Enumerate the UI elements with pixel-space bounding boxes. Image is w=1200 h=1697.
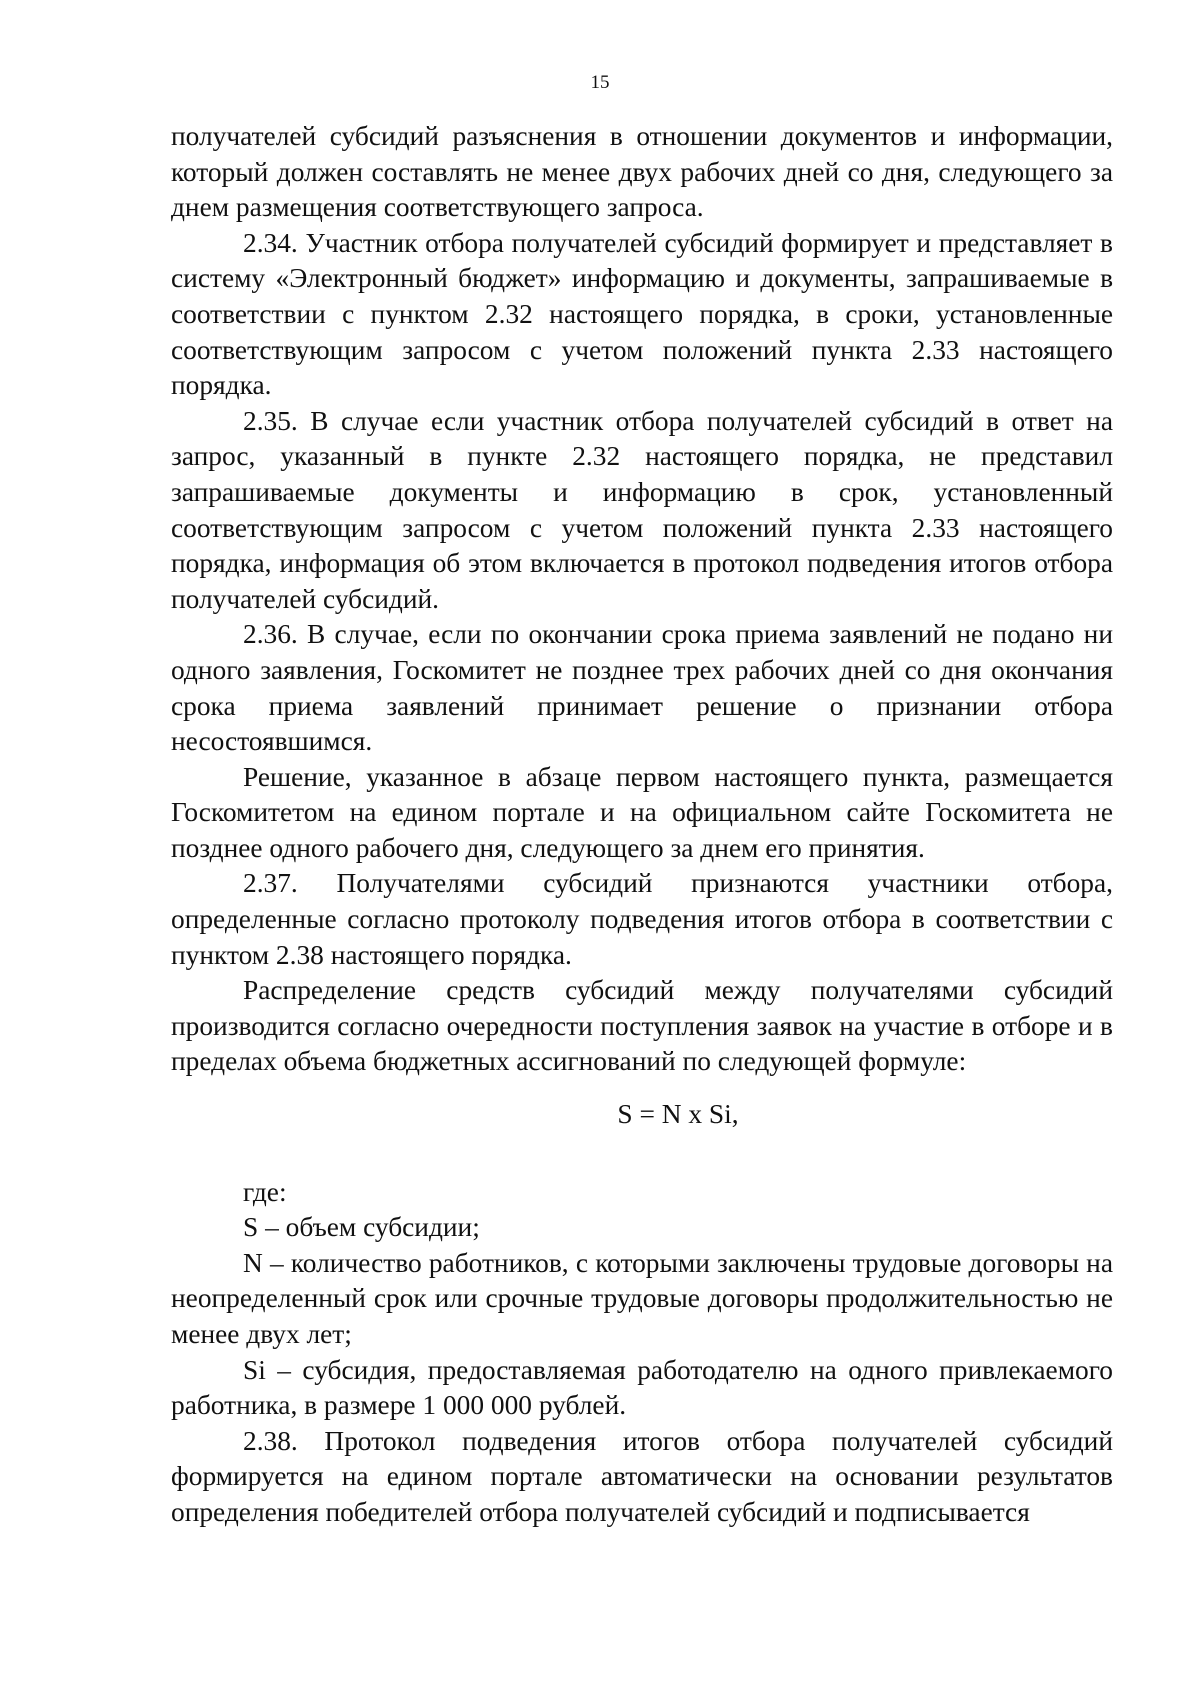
definition-where: где: bbox=[243, 1176, 287, 1207]
paragraph-2-38: 2.38. Протокол подведения итогов отбора получателей субсидий формируется на едином портале автоматически на основании результатов определения победителей отбора получателей субсидий и подписывается bbox=[171, 1425, 1113, 1527]
subsidy-formula: S = N x Si, bbox=[617, 1099, 739, 1130]
paragraph-2-37: 2.37. Получателями субсидий признаются участники отбора, определенные согласно протоколу подведения итогов отбора в соответствии с пунктом 2.38 настоящего порядка. bbox=[171, 868, 1113, 970]
paragraph-2-35: 2.35. В случае если участник отбора получателей субсидий в ответ на запрос, указанный в пункте 2.32 настоящего порядка, не представил запрашиваемые документы и информацию в срок, установленный соответствующим запросом с учетом положений пункта 2.33 настоящего порядка, информация об этом включается в протокол подведения итогов отбора получателей субсидий. bbox=[171, 405, 1113, 614]
paragraph-2-36: 2.36. В случае, если по окончании срока приема заявлений не подано ни одного заявления, Госкомитет не позднее трех рабочих дней со дня окончания срока приема заявлений принимает решение о признании отбора несостоявшимся. bbox=[171, 619, 1113, 757]
definition-s: S – объем субсидии; bbox=[243, 1212, 480, 1243]
paragraph-decision: Решение, указанное в абзаце первом настоящего пункта, размещается Госкомитетом на едином портале и на официальном сайте Госкомитета не позднее одного рабочего дня, следующего за днем его принятия. bbox=[171, 761, 1113, 863]
page-number: 15 bbox=[590, 72, 610, 93]
document-body bbox=[171, 119, 1113, 1531]
paragraph-continuation: получателей субсидий разъяснения в отношении документов и информации, который должен составлять не менее двух рабочих дней со дня, следующего за днем размещения соответствующего запроса. bbox=[171, 121, 1113, 223]
paragraph-distribution: Распределение средств субсидий между получателями субсидий производится согласно очередности поступления заявок на участие в отборе и в пределах объема бюджетных ассигнований по следующей формуле: bbox=[171, 975, 1113, 1077]
definition-n: N – количество работников, с которыми заключены трудовые договоры на неопределенный срок или срочные трудовые договоры продолжительностью не менее двух лет; bbox=[171, 1247, 1113, 1349]
paragraph-2-34: 2.34. Участник отбора получателей субсидий формирует и представляет в систему «Электронный бюджет» информацию и документы, запрашиваемые в соответствии с пунктом 2.32 настоящего порядка, в сроки, установленные соответствующим запросом с учетом положений пункта 2.33 настоящего порядка. bbox=[171, 227, 1113, 401]
definition-si: Si – субсидия, предоставляемая работодателю на одного привлекаемого работника, в размере 1 000 000 рублей. bbox=[171, 1354, 1113, 1421]
